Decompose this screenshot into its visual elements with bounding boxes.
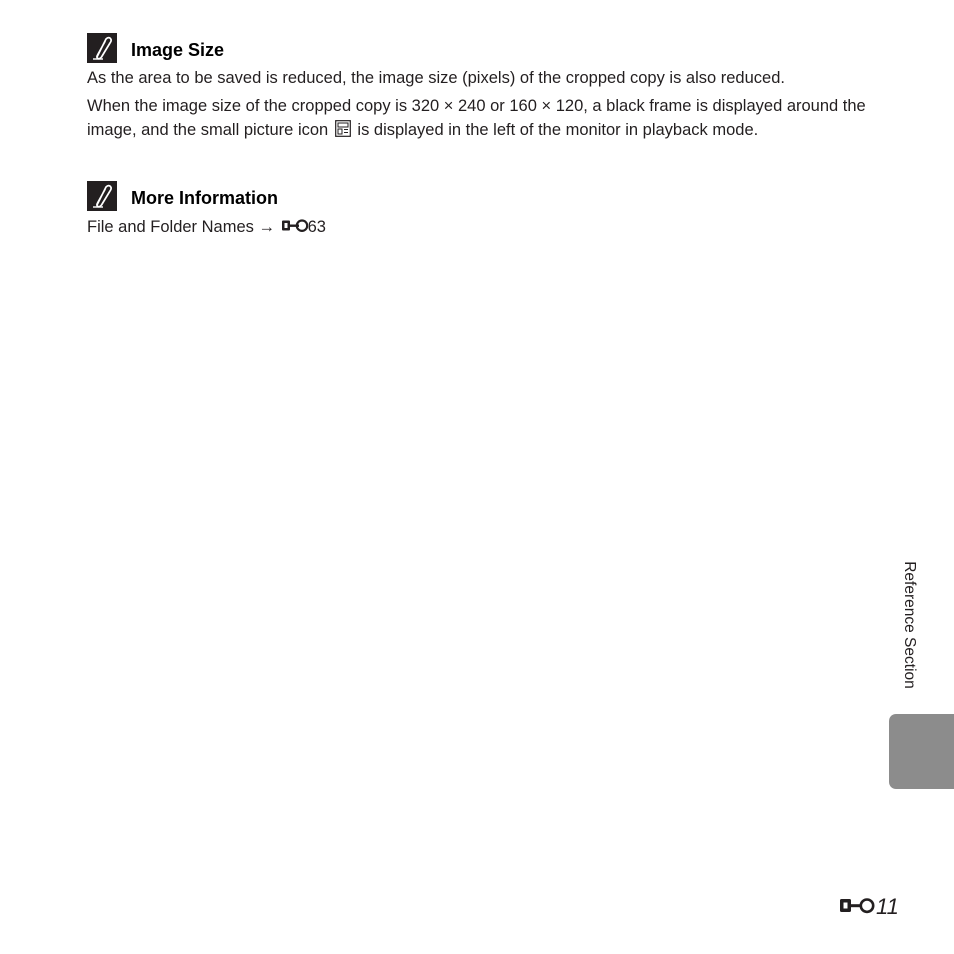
note-header: [87, 181, 867, 211]
page-number-text: 11: [876, 894, 899, 919]
reference-link-text: File and Folder Names: [87, 218, 254, 236]
section-tab: [889, 714, 954, 789]
note-header: [87, 33, 867, 63]
note-title: More Information: [131, 188, 278, 208]
reference-section-icon: [839, 895, 875, 920]
note-title: Image Size: [131, 40, 225, 60]
small-picture-icon: [335, 120, 351, 137]
arrow-right-icon: →: [258, 218, 275, 236]
paragraph-black-frame: [87, 94, 867, 142]
cross-reference[interactable]: [87, 215, 867, 240]
note-image-size: [87, 33, 867, 142]
reference-section-icon: [280, 216, 308, 240]
page-reference-number: 63: [307, 218, 326, 236]
section-label: Reference Section: [901, 561, 918, 689]
paragraph-area-reduced: As the area to be saved is reduced, the image size (pixels) of the cropped copy is also reduced.: [87, 69, 785, 87]
pencil-note-icon: [87, 33, 117, 63]
note-more-information: [87, 181, 867, 240]
paragraph-text: is displayed in the left of the monitor in playback mode.: [357, 121, 759, 139]
paragraph-text: When the image size of the cropped copy is 320 × 240 or 160 × 120, a black frame is displayed around the image, and the small picture icon: [87, 97, 866, 139]
pencil-note-icon: [87, 181, 117, 211]
page-number: [839, 893, 899, 921]
